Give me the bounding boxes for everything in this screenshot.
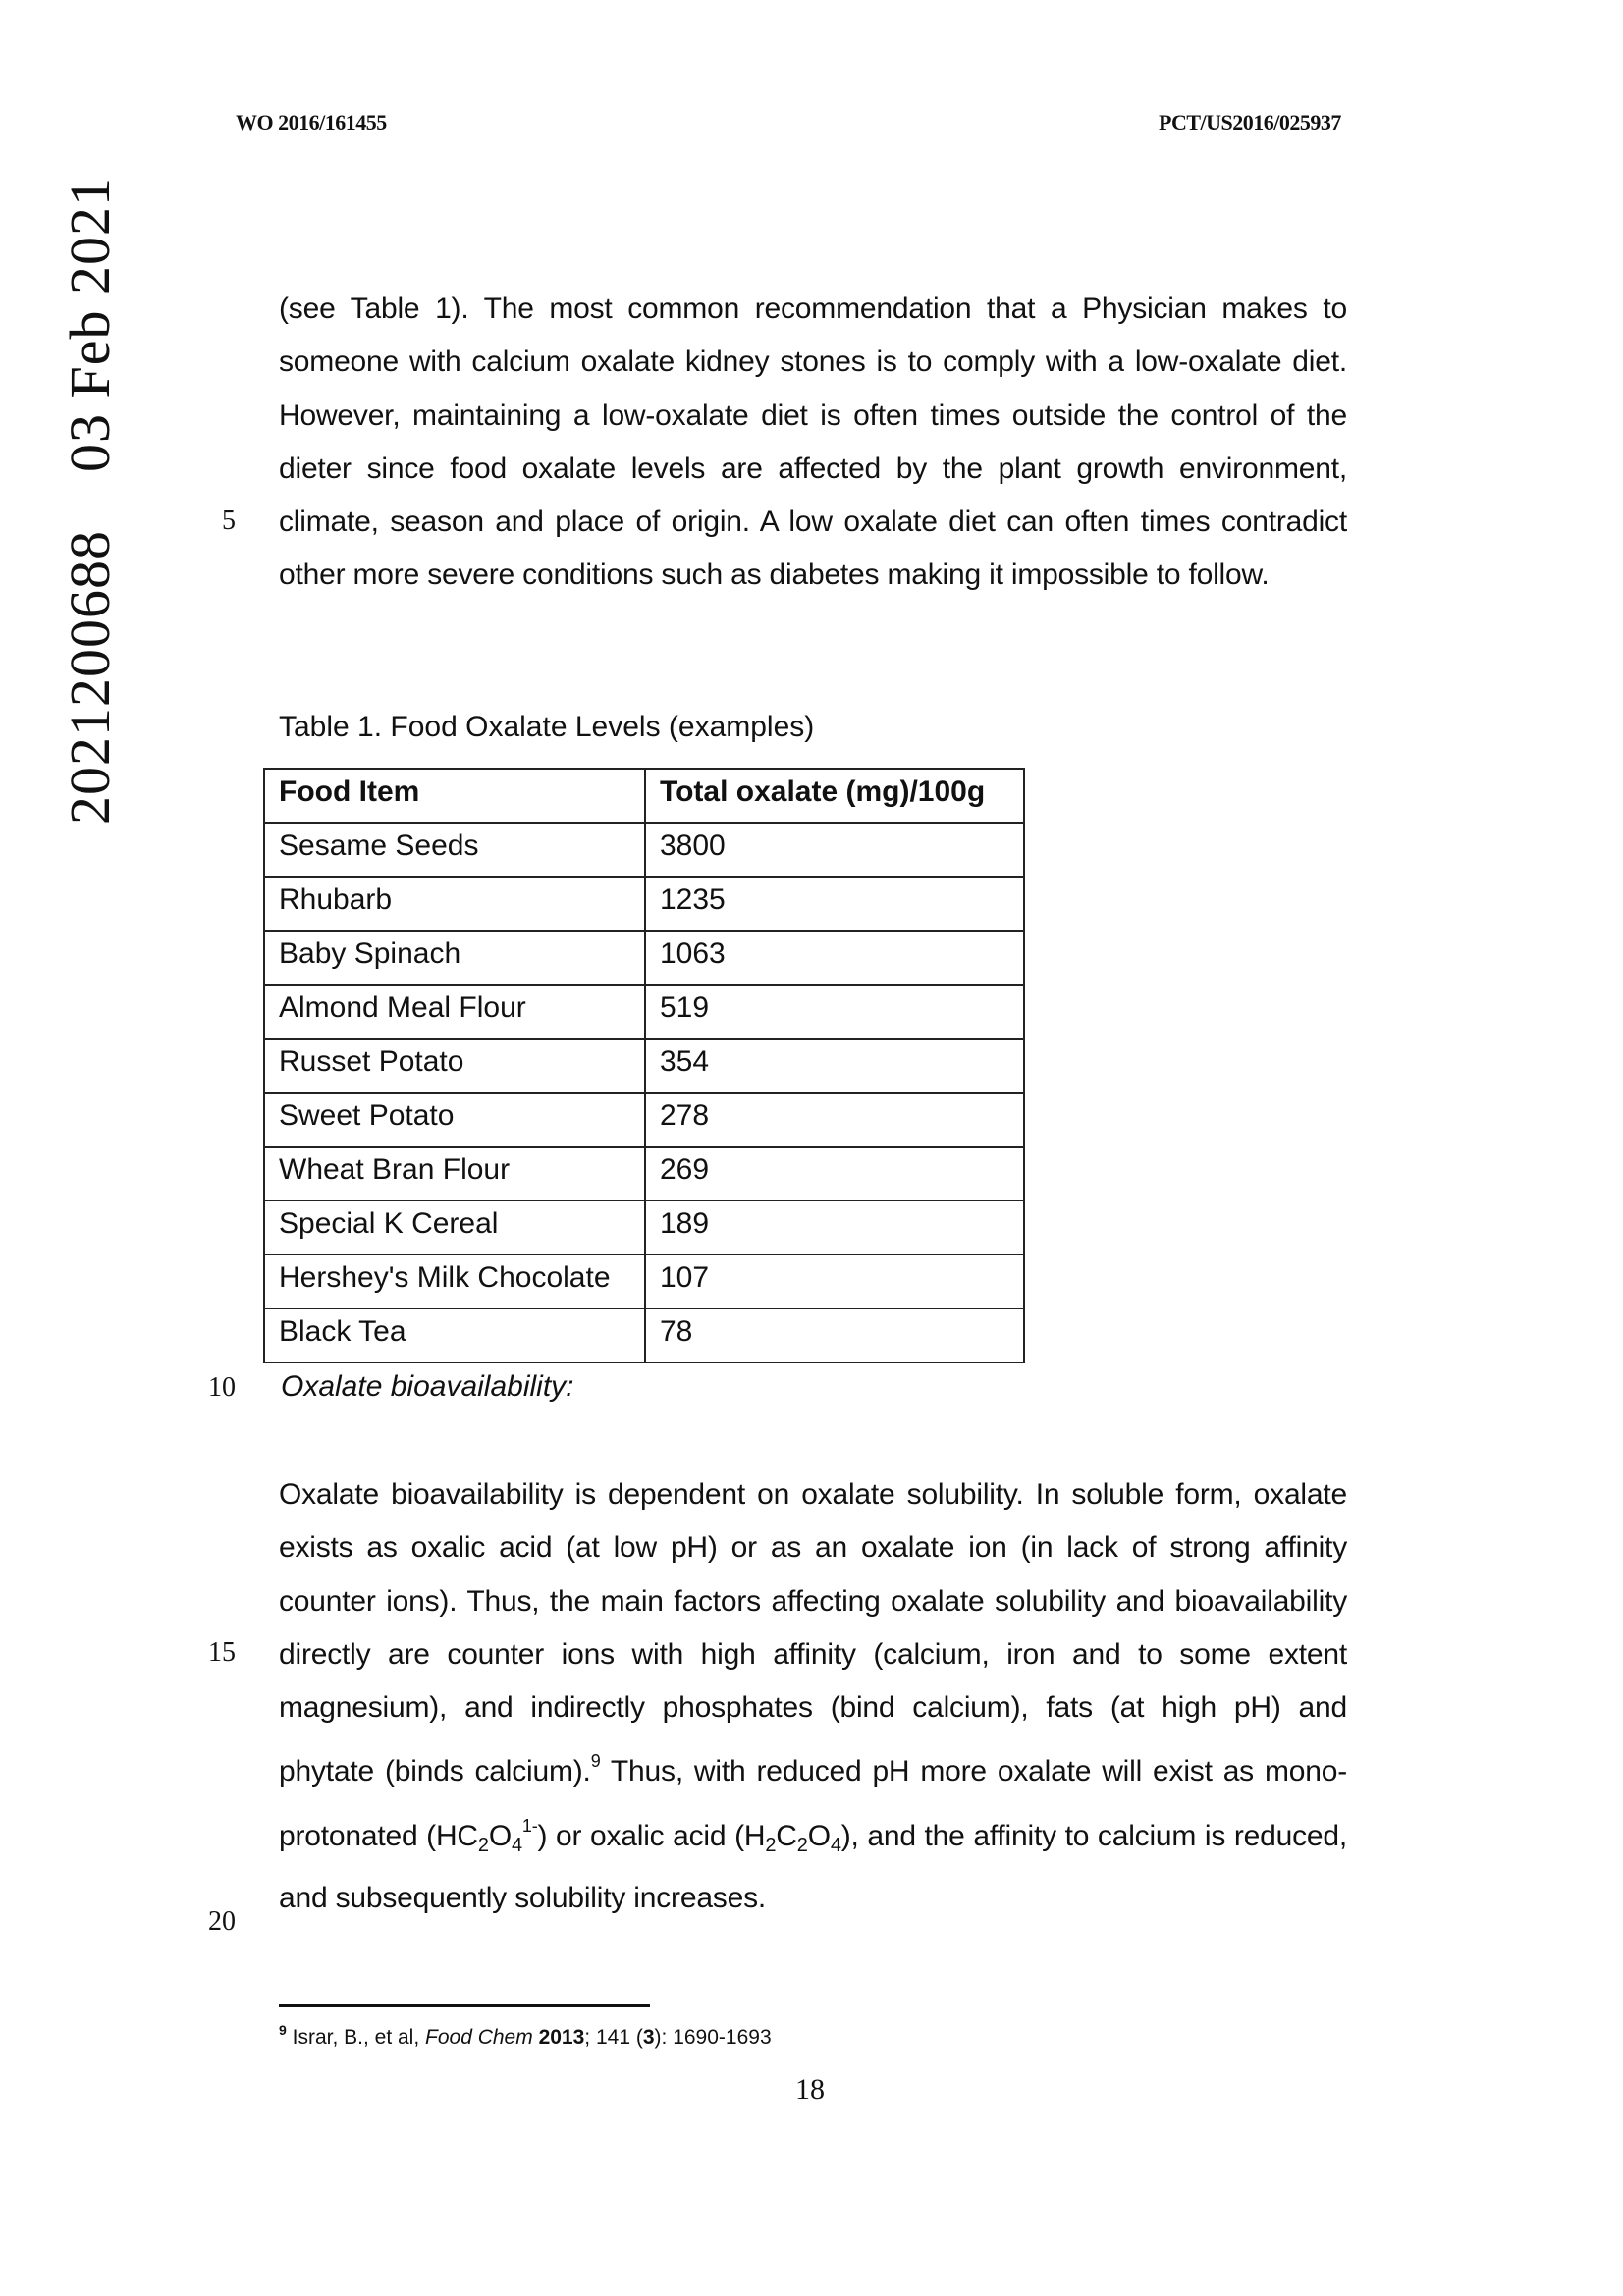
footnote	[279, 2022, 772, 2050]
text-span: ), and the affinity to calcium is reduced, and subsequently solubility increases.	[279, 1819, 1348, 1915]
footnote-issue: 3	[642, 2026, 655, 2049]
food-cell: Wheat Bran Flour	[264, 1147, 645, 1201]
paragraph-intro-text: (see Table 1). The most common recommendation that a Physician makes to someone with calcium oxalate kidney stones is to comply with a low-oxalate diet. However, maintaining a low-oxalate diet is often times outside the control of the dieter since food oxalate levels are affected by the plant growth environment, climate, season and place of origin. A low oxalate diet can often times contradict other more severe conditions such as diabetes making it impossible to follow.	[279, 293, 1347, 592]
line-number-15: 15	[208, 1637, 236, 1668]
food-cell: Russet Potato	[264, 1039, 645, 1093]
application-number: PCT/US2016/025937	[1159, 110, 1341, 134]
text-span: ) or oxalic acid (H	[537, 1819, 766, 1852]
line-number-5: 5	[222, 506, 236, 536]
publication-number: WO 2016/161455	[236, 110, 387, 134]
food-cell: Rhubarb	[264, 877, 645, 931]
footnote-number: 9	[279, 2022, 287, 2038]
table-row	[264, 877, 1024, 931]
food-cell: Almond Meal Flour	[264, 985, 645, 1039]
side-document-number: 2021200688	[58, 530, 122, 825]
subscript: 2	[477, 1834, 489, 1856]
food-cell: Sesame Seeds	[264, 823, 645, 877]
footnote-reference[interactable]: 9	[590, 1751, 601, 1772]
table-row	[264, 1039, 1024, 1093]
column-header-oxalate: Total oxalate (mg)/100g	[645, 769, 1024, 823]
text-span: Oxalate bioavailability is dependent on oxalate solubility. In soluble form, oxalate exists as oxalic acid (at low pH) or as an oxalate ion (in lack of strong affinity counter ions). Thus, the main factors affecting oxalate solubility and bioavailability directly are counter ions with high affinity (calcium, iron and to some extent magnesium), and indirectly phosphates (bind calcium), fats (at high pH) and phytate (binds calcium).	[279, 1478, 1347, 1789]
paragraph-bioavailability	[279, 1468, 1347, 1925]
footnote-journal: Food Chem	[425, 2026, 533, 2049]
oxalate-cell: 1063	[645, 931, 1024, 985]
table-row	[264, 1308, 1024, 1362]
table-header-row	[264, 769, 1024, 823]
footnote-year: 2013	[532, 2026, 585, 2049]
oxalate-cell: 354	[645, 1039, 1024, 1093]
paragraph-intro	[279, 283, 1347, 603]
food-cell: Baby Spinach	[264, 931, 645, 985]
food-cell: Black Tea	[264, 1308, 645, 1362]
oxalate-cell: 189	[645, 1201, 1024, 1255]
table-caption: Table 1. Food Oxalate Levels (examples)	[279, 711, 815, 743]
text-span: O	[488, 1819, 512, 1852]
oxalate-cell: 269	[645, 1147, 1024, 1201]
section-heading: Oxalate bioavailability:	[281, 1370, 574, 1403]
oxalate-cell: 3800	[645, 823, 1024, 877]
food-cell: Sweet Potato	[264, 1093, 645, 1147]
table-row	[264, 985, 1024, 1039]
footnote-pages: ): 1690-1693	[654, 2026, 772, 2049]
side-date: 03 Feb 2021	[58, 177, 122, 472]
column-header-food: Food Item	[264, 769, 645, 823]
superscript-charge: 1-	[521, 1815, 538, 1836]
oxalate-table	[263, 768, 1025, 1363]
table-row	[264, 1201, 1024, 1255]
table-row	[264, 1147, 1024, 1201]
footnote-volume: ; 141 (	[584, 2026, 643, 2049]
footnote-divider	[279, 2004, 650, 2007]
text-span: C	[776, 1819, 797, 1852]
page-number: 18	[795, 2073, 825, 2106]
footnote-authors: Israr, B., et al,	[286, 2026, 426, 2049]
subscript: 4	[511, 1834, 522, 1856]
line-number-10: 10	[208, 1372, 236, 1403]
paragraph-bioavailability-text	[279, 1468, 1347, 1925]
subscript: 2	[796, 1834, 808, 1856]
oxalate-cell: 519	[645, 985, 1024, 1039]
table-row	[264, 931, 1024, 985]
oxalate-cell: 1235	[645, 877, 1024, 931]
subscript: 2	[765, 1834, 777, 1856]
table-row	[264, 1255, 1024, 1308]
table-row	[264, 823, 1024, 877]
text-span: O	[807, 1819, 831, 1852]
food-cell: Special K Cereal	[264, 1201, 645, 1255]
text-span: Thus, with reduced pH more oxalate will exist as mono-protonated (HC	[279, 1755, 1347, 1852]
oxalate-cell: 278	[645, 1093, 1024, 1147]
oxalate-cell: 107	[645, 1255, 1024, 1308]
table-row	[264, 1093, 1024, 1147]
side-stamp	[57, 177, 123, 825]
line-number-20: 20	[208, 1906, 236, 1937]
oxalate-cell: 78	[645, 1308, 1024, 1362]
food-cell: Hershey's Milk Chocolate	[264, 1255, 645, 1308]
subscript: 4	[830, 1834, 841, 1856]
